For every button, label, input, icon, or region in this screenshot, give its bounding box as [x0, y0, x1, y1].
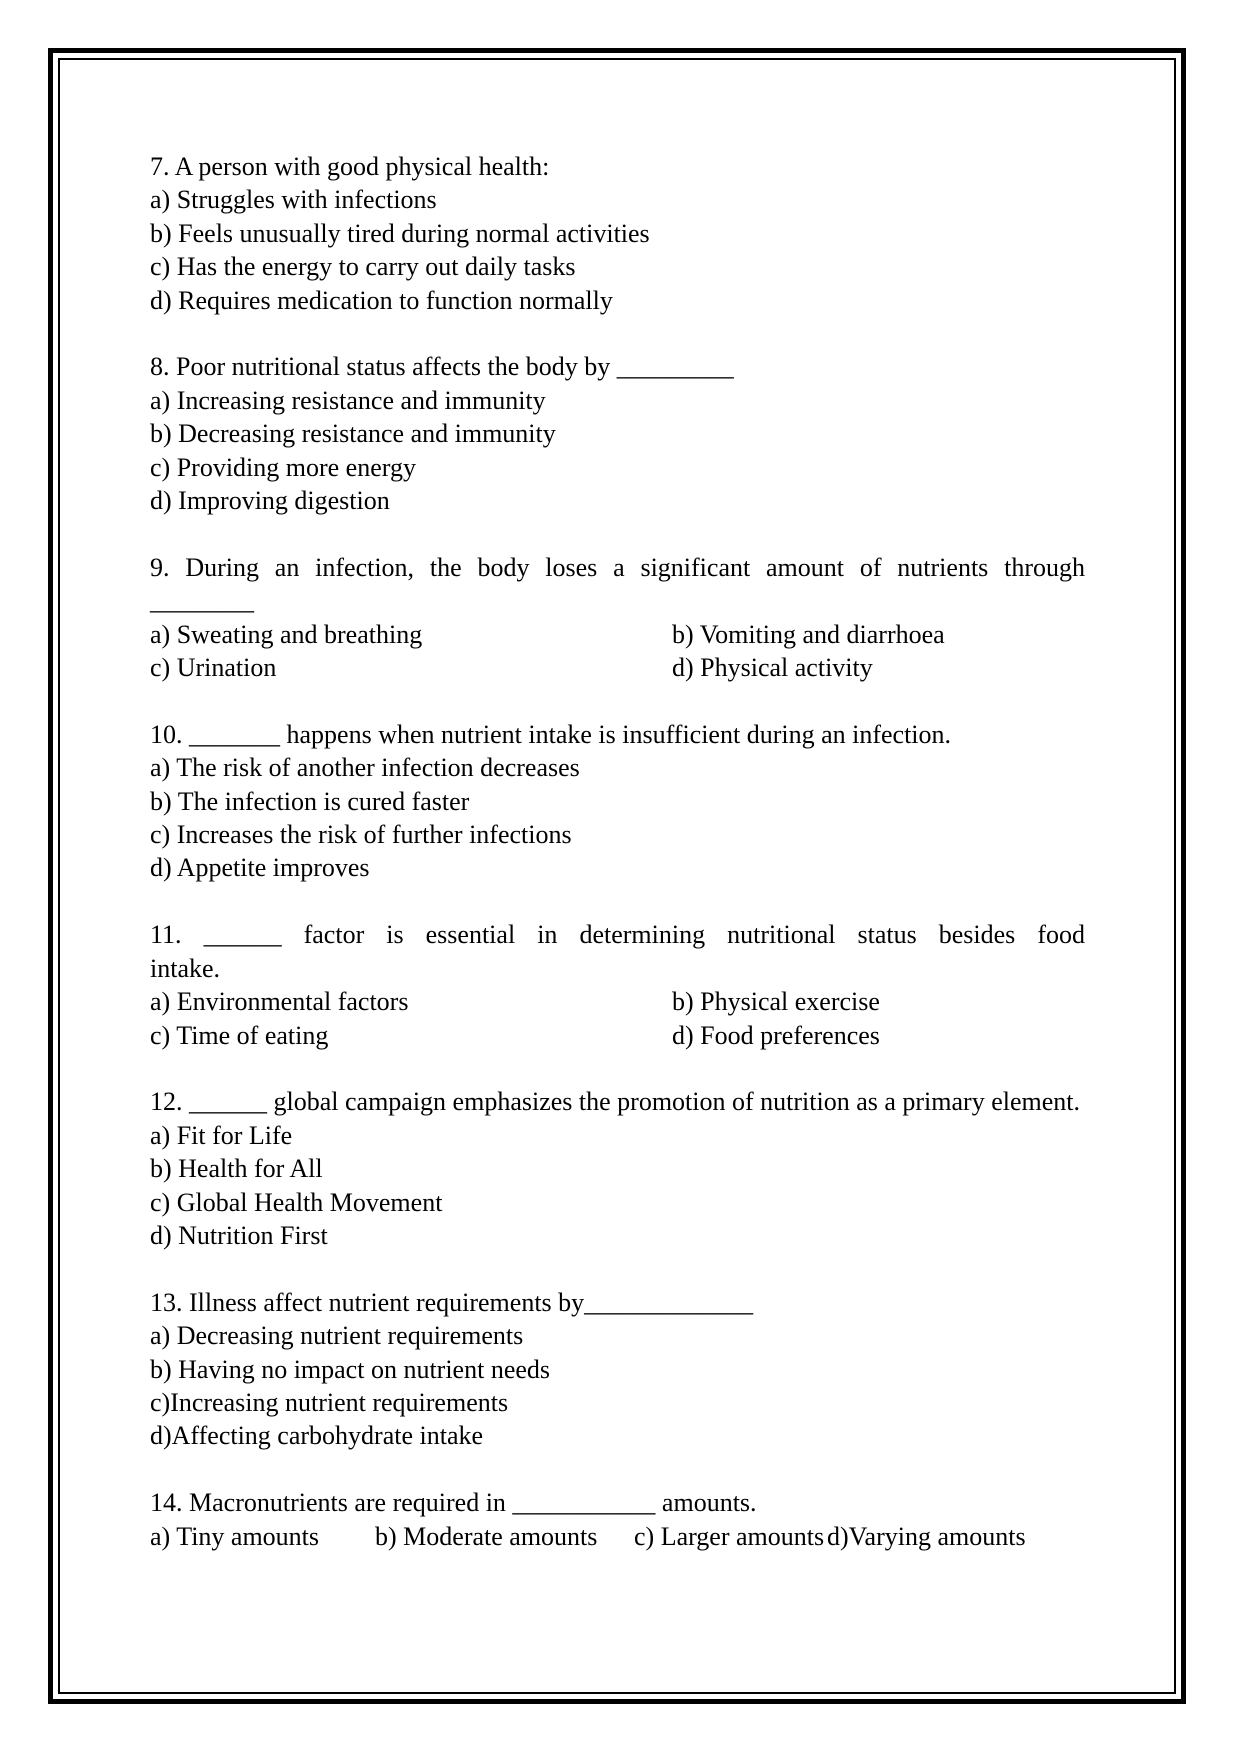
option-b: b) The infection is cured faster: [150, 786, 470, 816]
option-c: c) Larger amounts: [634, 1521, 825, 1551]
question-13: [150, 1286, 1085, 1453]
option-d: d) Requires medication to function normally: [150, 285, 613, 315]
option-d: d) Appetite improves: [150, 853, 370, 883]
options-grid: [150, 618, 1085, 685]
option-d: d) Improving digestion: [150, 486, 390, 516]
question-8: [150, 350, 1085, 517]
question-9: [150, 551, 1085, 685]
option-c: c) Urination: [150, 653, 277, 683]
option-a: a) Environmental factors: [150, 987, 409, 1017]
option-c: c)Increasing nutrient requirements: [150, 1387, 509, 1417]
question-11: [150, 918, 1085, 1052]
option-a: a) The risk of another infection decreases: [150, 753, 580, 783]
option-b: b) Vomiting and diarrhoea: [672, 619, 945, 649]
option-c: c) Global Health Movement: [150, 1187, 443, 1217]
question-text: 9. During an infection, the body loses a significant amount of nutrients through ________: [150, 552, 1085, 616]
option-d: d) Nutrition First: [150, 1220, 328, 1250]
question-12: [150, 1085, 1085, 1252]
question-text: 13. Illness affect nutrient requirements by_____________: [150, 1287, 754, 1317]
question-sheet: [150, 150, 1085, 1586]
option-b: b) Feels unusually tired during normal activities: [150, 218, 650, 248]
question-text: 12. ______ global campaign emphasizes the promotion of nutrition as a primary element.: [150, 1087, 1080, 1117]
option-a: a) Decreasing nutrient requirements: [150, 1321, 524, 1351]
option-c: c) Increases the risk of further infections: [150, 820, 572, 850]
options-grid: [150, 985, 1085, 1052]
question-text: 11. ______ factor is essential in determining nutritional status besides food intake.: [150, 920, 1085, 983]
option-d: d)Varying amounts: [827, 1521, 1026, 1551]
option-b: b) Physical exercise: [672, 987, 880, 1017]
option-b: b) Decreasing resistance and immunity: [150, 419, 556, 449]
question-7: [150, 150, 1085, 317]
option-a: a) Struggles with infections: [150, 185, 437, 215]
option-c: c) Providing more energy: [150, 452, 416, 482]
question-text: 8. Poor nutritional status affects the body by _________: [150, 352, 734, 382]
option-a: a) Fit for Life: [150, 1120, 293, 1150]
option-b: b) Health for All: [150, 1154, 323, 1184]
option-d: d) Food preferences: [672, 1020, 880, 1050]
question-10: [150, 718, 1085, 885]
question-text: 10. _______ happens when nutrient intake is insufficient during an infection.: [150, 719, 952, 749]
option-c: c) Has the energy to carry out daily tasks: [150, 252, 576, 282]
option-d: d) Physical activity: [672, 653, 873, 683]
option-a: a) Increasing resistance and immunity: [150, 385, 546, 415]
option-b: b) Moderate amounts: [375, 1521, 598, 1551]
option-a: a) Tiny amounts: [150, 1521, 320, 1551]
question-14: [150, 1486, 1085, 1553]
option-c: c) Time of eating: [150, 1020, 329, 1050]
question-text: 14. Macronutrients are required in ___________ amounts.: [150, 1488, 757, 1518]
option-b: b) Having no impact on nutrient needs: [150, 1354, 551, 1384]
option-a: a) Sweating and breathing: [150, 619, 423, 649]
question-text: 7. A person with good physical health:: [150, 152, 550, 181]
options-inline: [150, 1520, 1085, 1553]
option-d: d)Affecting carbohydrate intake: [150, 1421, 484, 1451]
